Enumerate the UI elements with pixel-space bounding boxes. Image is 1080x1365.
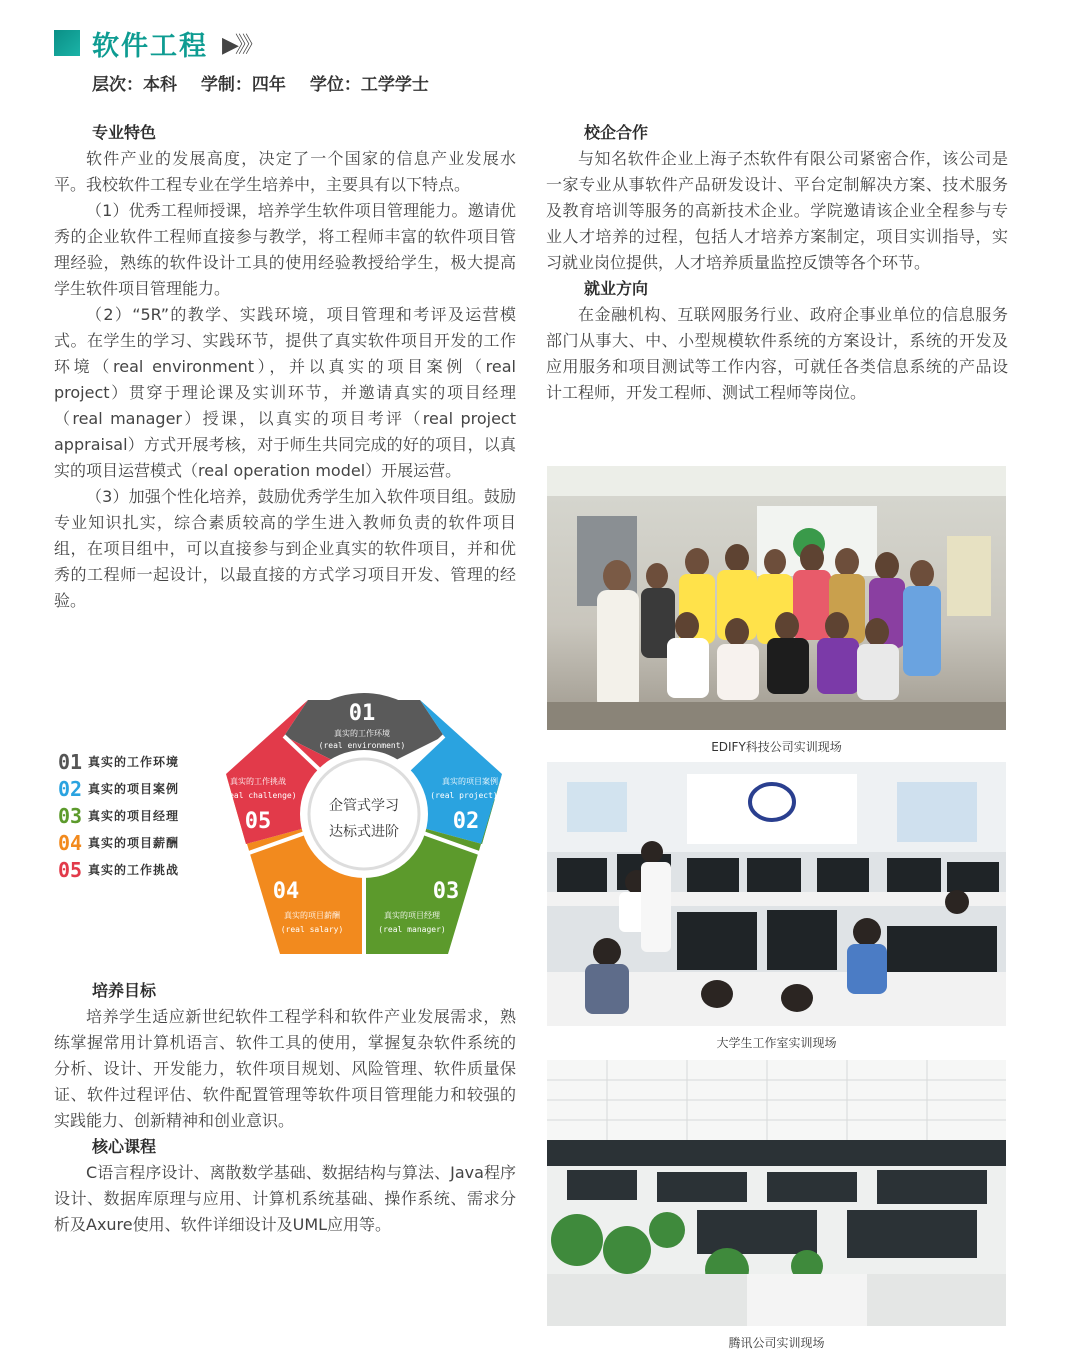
center-circle [309, 759, 419, 869]
photo-3-caption: 腾讯公司实训现场 [728, 1336, 825, 1350]
segment-05-number: 05 [244, 809, 272, 834]
segment-02-cn: 真实的项目案例 [442, 777, 498, 786]
segment-03-en: (real manager) [378, 925, 446, 934]
legend-item [58, 856, 218, 883]
section-header [54, 26, 260, 60]
legend-label: 真实的工作环境 [88, 755, 180, 769]
5r-pentagon-diagram [212, 684, 516, 956]
arrows-icon: ▶》》 [222, 32, 260, 58]
legend-item [58, 829, 218, 856]
degree-info: 层次：本科 学制：四年 学位：工学学士 [92, 75, 429, 95]
features-intro: 软件产业的发展高度，决定了一个国家的信息产业发展水平。我校软件工程专业在学生培养中，主要具有以下特点。 [54, 149, 516, 194]
segment-01-cn: 真实的工作环境 [334, 729, 390, 738]
legend-label: 真实的项目案例 [88, 782, 180, 796]
coop-text: 与知名软件企业上海子杰软件有限公司紧密合作，该公司是一家专业从事软件产品研发设计、平台定制解决方案、技术服务及教育培训等服务的高新技术企业。学院邀请该企业全程参与专业人才培养的过程，包括人才培养方案制定，项目实训指导，实习就业岗位提供，人才培养质量监控反馈等各个环节。 [546, 149, 1008, 272]
goal-text: 培养学生适应新世纪软件工程学科和软件产业发展需求，熟练掌握常用计算机语言、软件工具的使用，掌握复杂软件系统的分析、设计、开发能力，软件项目规划、风险管理、软件质量保证、软件过程评估、软件配置管理等软件项目管理能力和较强的实践能力、创新精神和创业意识。 [54, 1007, 516, 1130]
core-title: 核心课程 [92, 1137, 157, 1156]
legend-item [58, 775, 218, 802]
core-text: C语言程序设计、离散数学基础、数据结构与算法、Java程序设计、数据库原理与应用、计算机系统基础、操作系统、需求分析及Axure使用、软件详细设计及UML应用等。 [54, 1163, 516, 1234]
feature-3: （3）加强个性化培养，鼓励优秀学生加入软件项目组。鼓励专业知识扎实，综合素质较高的学生进入教师负责的软件项目组，在项目组中，可以直接参与到企业真实的软件项目，并和优秀的工程师一起设计，以最直接的方式学习项目开发、管理的经验。 [54, 487, 516, 610]
photo-edify-group [547, 466, 1006, 730]
segment-03-number: 03 [432, 879, 460, 904]
photo-2-caption: 大学生工作室实训现场 [716, 1036, 837, 1050]
photo-1-caption: EDIFY科技公司实训现场 [711, 740, 842, 754]
legend-label: 真实的工作挑战 [88, 863, 180, 877]
features-title: 专业特色 [92, 123, 157, 142]
job-title: 就业方向 [584, 279, 649, 298]
segment-03-cn: 真实的项目经理 [384, 911, 440, 920]
legend-item [58, 748, 218, 775]
5r-legend [58, 748, 218, 883]
photo-tencent-office [547, 1060, 1006, 1326]
legend-number: 05 [58, 857, 83, 882]
legend-label: 真实的项目薪酬 [88, 836, 180, 850]
legend-number: 01 [58, 749, 83, 774]
segment-02-number: 02 [452, 809, 480, 834]
coop-title: 校企合作 [584, 123, 649, 142]
right-column [546, 120, 1008, 406]
photo-student-studio [547, 762, 1006, 1026]
header-square-icon [54, 30, 80, 56]
bottom-left-section [54, 978, 516, 1238]
segment-01-en: (real environment) [318, 741, 406, 750]
page-title: 软件工程 [92, 30, 208, 62]
legend-item [58, 802, 218, 829]
legend-number: 04 [58, 830, 83, 855]
legend-label: 真实的项目经理 [88, 809, 180, 823]
segment-02-en: (real project) [430, 791, 498, 800]
legend-number: 02 [58, 776, 83, 801]
segment-04-number: 04 [272, 879, 300, 904]
job-text: 在金融机构、互联网服务行业、政府企事业单位的信息服务部门从事大、中、小型规模软件系统的方案设计，系统的开发及应用服务和项目测试等工作内容，可就任各类信息系统的产品设计工程师，开发工程师、测试工程师等岗位。 [546, 305, 1008, 402]
center-text-1: 企管式学习 [329, 798, 399, 814]
segment-04-en: (real salary) [280, 925, 344, 934]
segment-05-en: (real challenge) [219, 791, 297, 800]
legend-number: 03 [58, 803, 83, 828]
center-text-2: 达标式进阶 [329, 824, 399, 840]
feature-1: （1）优秀工程师授课，培养学生软件项目管理能力。邀请优秀的企业软件工程师直接参与教学，将工程师丰富的软件项目管理经验，熟练的软件设计工具的使用经验教授给学生，极大提高学生软件项目管理能力。 [54, 201, 516, 298]
left-column [54, 120, 516, 614]
goal-title: 培养目标 [92, 981, 157, 1000]
segment-04-cn: 真实的项目薪酬 [284, 911, 340, 920]
segment-01-number: 01 [348, 701, 376, 726]
segment-05-cn: 真实的工作挑战 [230, 777, 286, 786]
feature-2: （2）“5R”的教学、实践环境，项目管理和考评及运营模式。在学生的学习、实践环节，提供了真实软件项目开发的工作环境（real environment），并以真实的项目案例（real project）贯穿于理论课及实训环节，并邀请真实的项目经理（real manager）授课，以真实的项目考评（real project appraisal）方式开展考核，对于师生共同完成的好的项目，以真实的项目运营模式（real operation model）开展运营。 [54, 305, 516, 480]
